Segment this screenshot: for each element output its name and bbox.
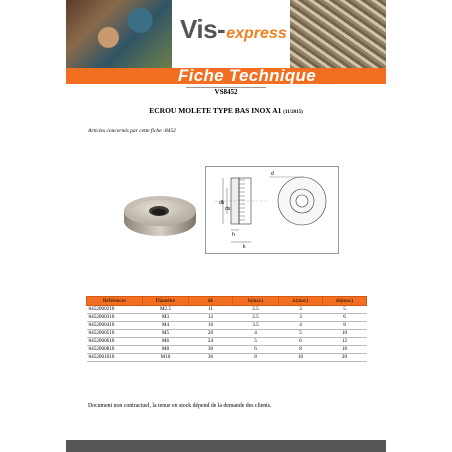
cell-ds: 12 [323,338,367,346]
table-row [87,346,367,354]
cell-ds: 6 [323,314,367,322]
cell-dk: 12 [189,314,233,322]
technical-drawing [205,166,339,254]
cell-diameter: M6 [143,338,189,346]
col-header-k: k(max) [279,297,323,306]
brand-logo [180,14,287,45]
col-header-references: Références [87,297,143,306]
cell-k: 4 [279,322,323,330]
col-header-diameter: Diamètre [143,297,189,306]
band-title: Fiche Technique [177,66,316,84]
cell-k: 3 [279,306,323,314]
cell-diameter: M5 [143,330,189,338]
cell-dk: 30 [189,346,233,354]
brand-main-text: Vis- [180,14,226,44]
cell-h: 2.5 [233,306,279,314]
footer-bar [66,440,386,452]
col-header-dk: dk [189,297,233,306]
cell-ds: 8 [323,322,367,330]
articles-concerned: Articles concernés par cette fiche :8452 [88,128,176,134]
cell-h: 3.5 [233,322,279,330]
cell-h: 2.5 [233,314,279,322]
cell-h: 8 [233,354,279,362]
cell-dk: 16 [189,322,233,330]
cell-diameter: M8 [143,346,189,354]
dim-k-label: k [243,244,246,250]
cell-dk: 36 [189,354,233,362]
dim-ds-label: ds [225,206,231,212]
cell-k: 6 [279,338,323,346]
table-row [87,306,367,314]
table-row [87,354,367,362]
header-photo-left [66,0,172,68]
product-code: VS8452 [214,88,238,96]
cell-reference: 8452000818 [87,346,143,354]
table-header-row [87,297,367,306]
references-table [86,296,367,362]
table-row [87,314,367,322]
cell-diameter: M2.5 [143,306,189,314]
cell-dk: 20 [189,330,233,338]
disclaimer-text: Document non contractuel, la tenue en stock dépend de la demande des clients. [88,403,272,409]
cell-reference: 8452001018 [87,354,143,362]
cell-diameter: M10 [143,354,189,362]
cell-ds: 5 [323,306,367,314]
cell-dk: 24 [189,338,233,346]
cell-ds: 10 [323,330,367,338]
cell-dk: 11 [189,306,233,314]
table-row [87,338,367,346]
dim-h-label: h [232,232,235,238]
header-photo-right [290,0,386,68]
cell-diameter: M3 [143,314,189,322]
col-header-h: h(max) [233,297,279,306]
product-title [0,106,452,115]
cell-reference: 8452000218 [87,306,143,314]
cell-k: 8 [279,346,323,354]
cell-h: 4 [233,330,279,338]
cell-k: 5 [279,330,323,338]
product-title-text: ECROU MOLETE TYPE BAS INOX A1 [149,106,282,115]
product-title-date: (11/2015) [283,110,303,115]
cell-ds: 20 [323,354,367,362]
header-banner [66,0,386,84]
cell-k: 3 [279,314,323,322]
dim-dk-label: dk [219,200,225,206]
cell-h: 6 [233,346,279,354]
cell-reference: 8452000318 [87,314,143,322]
cell-reference: 8452000418 [87,322,143,330]
cell-k: 10 [279,354,323,362]
brand-sub-text: express [226,25,287,42]
cell-ds: 16 [323,346,367,354]
cell-h: 5 [233,338,279,346]
table-row [87,330,367,338]
table-row [87,322,367,330]
nut-photo [118,181,202,245]
col-header-ds: ds(max) [323,297,367,306]
cell-reference: 8452000518 [87,330,143,338]
dim-d-label: d [271,171,274,177]
cell-diameter: M4 [143,322,189,330]
cell-reference: 8452000618 [87,338,143,346]
